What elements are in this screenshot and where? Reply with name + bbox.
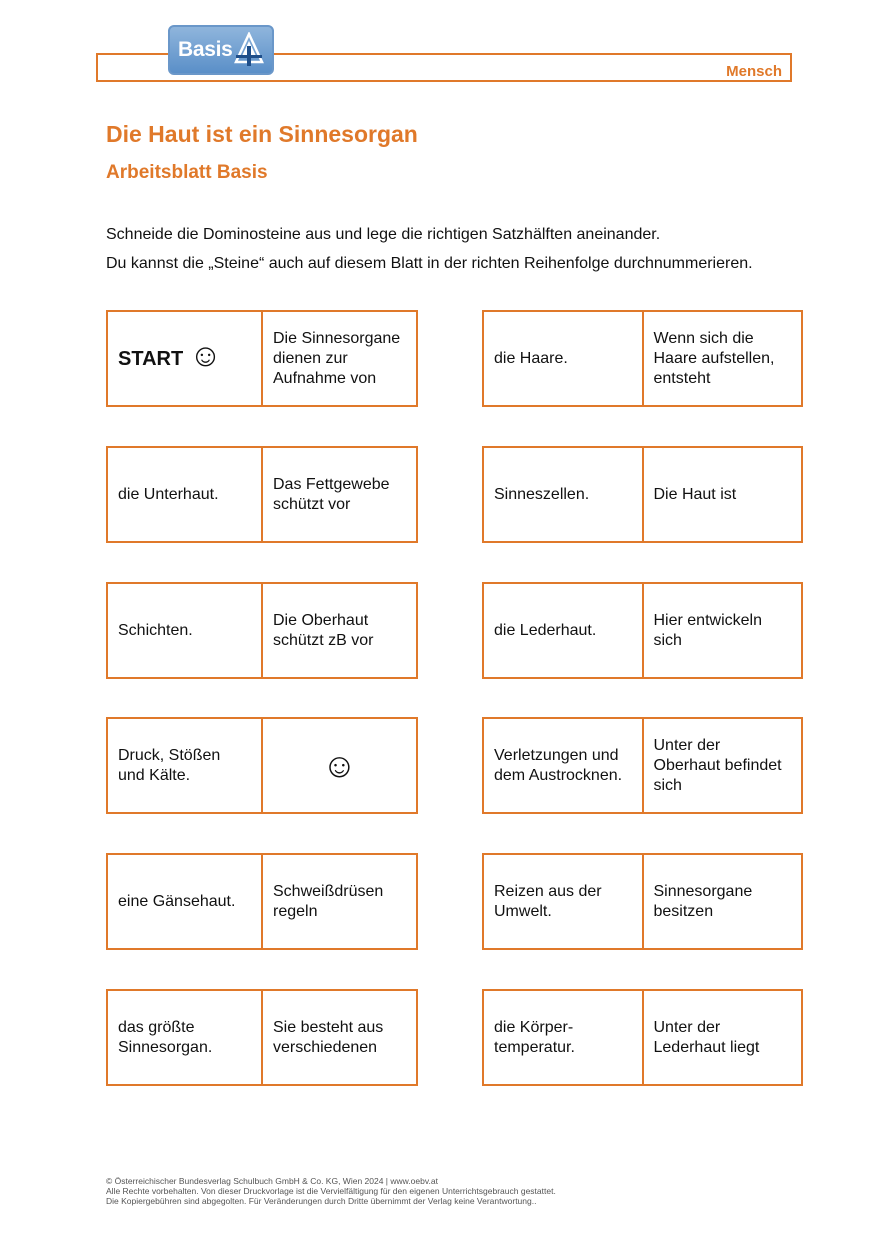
domino-left-half: die Haare.	[484, 312, 644, 405]
domino-left-half: das größte Sinnesorgan.	[108, 991, 263, 1084]
page-subtitle: Arbeitsblatt Basis	[106, 162, 268, 183]
domino-right-half	[263, 719, 416, 812]
domino-left-half: die Körper-temperatur.	[484, 991, 644, 1084]
footer-line-2: Alle Rechte vorbehalten. Von dieser Druckvorlage ist die Vervielfältigung für den eigenen Unterrichtsgebrauch gestattet.	[106, 1186, 556, 1196]
domino-6	[482, 582, 803, 679]
domino-left-half: Schichten.	[108, 584, 263, 677]
domino-left-half: die Unterhaut.	[108, 448, 263, 541]
domino-9	[106, 853, 418, 950]
category-label: Mensch	[726, 63, 782, 80]
domino-left-half: eine Gänsehaut.	[108, 855, 263, 948]
domino-right-half: Die Sinnesorgane dienen zur Aufnahme von	[273, 329, 401, 387]
instruction-line-1: Schneide die Dominosteine aus und lege die richtigen Satzhälften aneinander.	[106, 226, 661, 243]
domino-left-half: Reizen aus der Umwelt.	[484, 855, 644, 948]
domino-right-half: Das Fettgewebe schützt vor	[273, 475, 390, 513]
domino-left-half: Sinneszellen.	[484, 448, 644, 541]
domino-5	[106, 582, 418, 679]
smiley-icon: ☺	[322, 746, 357, 785]
domino-left-half: die Lederhaut.	[484, 584, 644, 677]
domino-4	[482, 446, 803, 543]
domino-end	[106, 717, 418, 814]
footer-line-3: Die Kopiergebühren sind abgegolten. Für Veränderungen durch Dritte übernimmt der Verlag keine Verantwortung..	[106, 1196, 537, 1206]
domino-8	[482, 717, 803, 814]
domino-11	[106, 989, 418, 1086]
start-label: START	[118, 347, 184, 370]
domino-left-half	[108, 312, 263, 405]
domino-right-half: Die Haut ist	[653, 485, 737, 503]
domino-start	[106, 310, 418, 407]
domino-right-half: Schweißdrüsen regeln	[273, 882, 384, 920]
logo-text: Basis	[178, 38, 233, 61]
domino-right-half: Die Oberhaut schützt zB vor	[273, 611, 374, 649]
domino-3	[106, 446, 418, 543]
domino-right-half: Sie besteht aus verschiedenen	[273, 1018, 384, 1056]
domino-right-half: Unter der Oberhaut befindet sich	[653, 736, 782, 794]
domino-12	[482, 989, 803, 1086]
domino-right-half: Wenn sich die Haare aufstellen, entsteht	[653, 329, 775, 387]
domino-left-half: Druck, Stößen und Kälte.	[108, 719, 263, 812]
domino-2	[482, 310, 803, 407]
triangle-logo-icon	[234, 32, 264, 68]
domino-right-half: Unter der Lederhaut liegt	[653, 1018, 760, 1056]
smiley-icon: ☺	[189, 336, 222, 373]
domino-right-half: Sinnesorgane besitzen	[653, 882, 753, 920]
domino-right-half: Hier entwickeln sich	[653, 611, 762, 649]
page-title: Die Haut ist ein Sinnesorgan	[106, 121, 418, 147]
instruction-line-2: Du kannst die „Steine“ auch auf diesem Blatt in der richten Reihenfolge durchnummerieren.	[106, 255, 753, 272]
basis-logo	[168, 25, 274, 75]
footer-line-1: © Österreichischer Bundesverlag Schulbuch GmbH & Co. KG, Wien 2024 | www.oebv.at	[106, 1176, 438, 1186]
footer-copyright	[106, 1176, 556, 1206]
domino-10	[482, 853, 803, 950]
domino-left-half: Verletzungen und dem Austrocknen.	[484, 719, 644, 812]
